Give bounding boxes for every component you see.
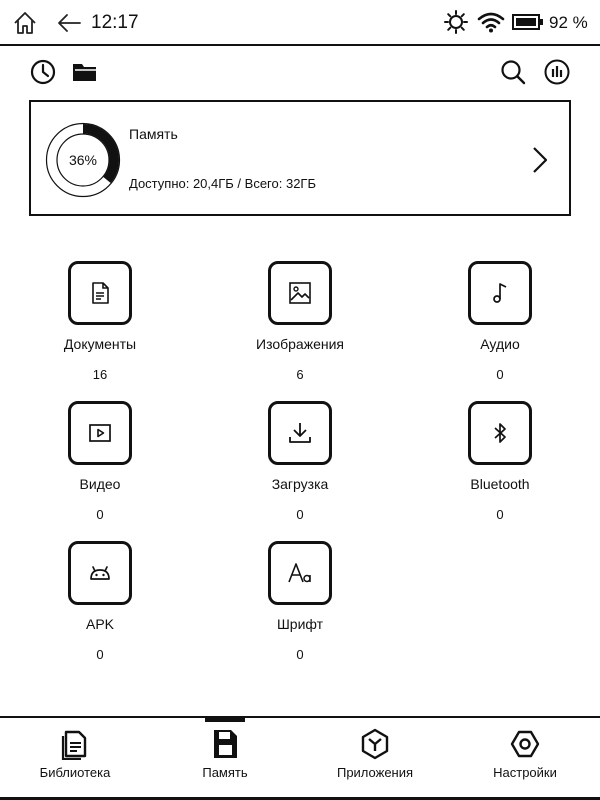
nav-label: Настройки: [493, 765, 557, 780]
memory-detail: Доступно: 20,4ГБ / Всего: 32ГБ: [129, 176, 317, 191]
wifi-icon: [477, 11, 505, 33]
back-arrow-icon[interactable]: [56, 11, 82, 35]
category-video[interactable]: [0, 401, 200, 531]
nav-label: Память: [202, 765, 248, 780]
category-label: Bluetooth: [470, 476, 530, 492]
category-label: APK: [85, 616, 114, 632]
memory-card[interactable]: [29, 100, 571, 216]
download-icon: [288, 421, 312, 445]
image-icon: [288, 281, 312, 305]
category-count: 0: [496, 507, 504, 522]
video-icon: [88, 421, 112, 445]
search-icon[interactable]: [499, 58, 527, 86]
folder-icon[interactable]: [71, 58, 99, 86]
battery-icon: [512, 13, 544, 31]
category-count: 0: [96, 507, 104, 522]
category-count: 0: [296, 647, 304, 662]
document-icon: [88, 281, 112, 305]
category-icon-box: [268, 541, 332, 605]
status-time: 12:17: [91, 12, 139, 33]
category-label: Документы: [63, 336, 137, 352]
category-documents[interactable]: [0, 261, 200, 391]
category-fonts[interactable]: [200, 541, 400, 671]
category-count: 0: [496, 367, 504, 382]
home-icon[interactable]: [12, 10, 38, 36]
category-audio[interactable]: [400, 261, 600, 391]
category-label: Аудио: [480, 336, 520, 352]
nav-label: Библиотека: [39, 765, 111, 780]
category-icon-box: [68, 541, 132, 605]
settings-icon: [509, 728, 541, 760]
category-count: 16: [92, 367, 108, 382]
active-tab-indicator: [205, 718, 245, 722]
storage-analysis-icon[interactable]: [543, 58, 571, 86]
brightness-icon[interactable]: [444, 10, 468, 34]
category-icon-box: [68, 401, 132, 465]
nav-label: Приложения: [336, 765, 414, 780]
category-apk[interactable]: [0, 541, 200, 671]
category-icon-box: [468, 261, 532, 325]
category-label: Шрифт: [276, 616, 324, 632]
category-icon-box: [68, 261, 132, 325]
history-clock-icon[interactable]: [29, 58, 57, 86]
category-label: Видео: [79, 476, 121, 492]
memory-title: Память: [129, 126, 178, 142]
android-icon: [88, 561, 112, 585]
category-label: Изображения: [256, 336, 344, 352]
category-count: 0: [296, 507, 304, 522]
category-icon-box: [268, 261, 332, 325]
library-icon: [59, 728, 91, 760]
battery-percent: 92 %: [549, 13, 588, 32]
category-count: 0: [96, 647, 104, 662]
nav-item-library[interactable]: [0, 718, 150, 800]
music-note-icon: [488, 281, 512, 305]
sd-card-icon: [209, 728, 241, 760]
nav-item-apps[interactable]: [300, 718, 450, 800]
category-bluetooth[interactable]: [400, 401, 600, 531]
category-images[interactable]: [200, 261, 400, 391]
apps-icon: [359, 728, 391, 760]
category-label: Загрузка: [271, 476, 329, 492]
category-icon-box: [468, 401, 532, 465]
category-icon-box: [268, 401, 332, 465]
bottom-nav: [0, 716, 600, 800]
status-bar: [0, 0, 600, 46]
category-downloads[interactable]: [200, 401, 400, 531]
chevron-right-icon: [531, 146, 549, 174]
font-icon: [288, 561, 312, 585]
memory-percent: 36%: [68, 152, 98, 168]
nav-item-settings[interactable]: [450, 718, 600, 800]
category-count: 6: [296, 367, 304, 382]
nav-item-memory[interactable]: [150, 718, 300, 800]
bluetooth-icon: [488, 421, 512, 445]
